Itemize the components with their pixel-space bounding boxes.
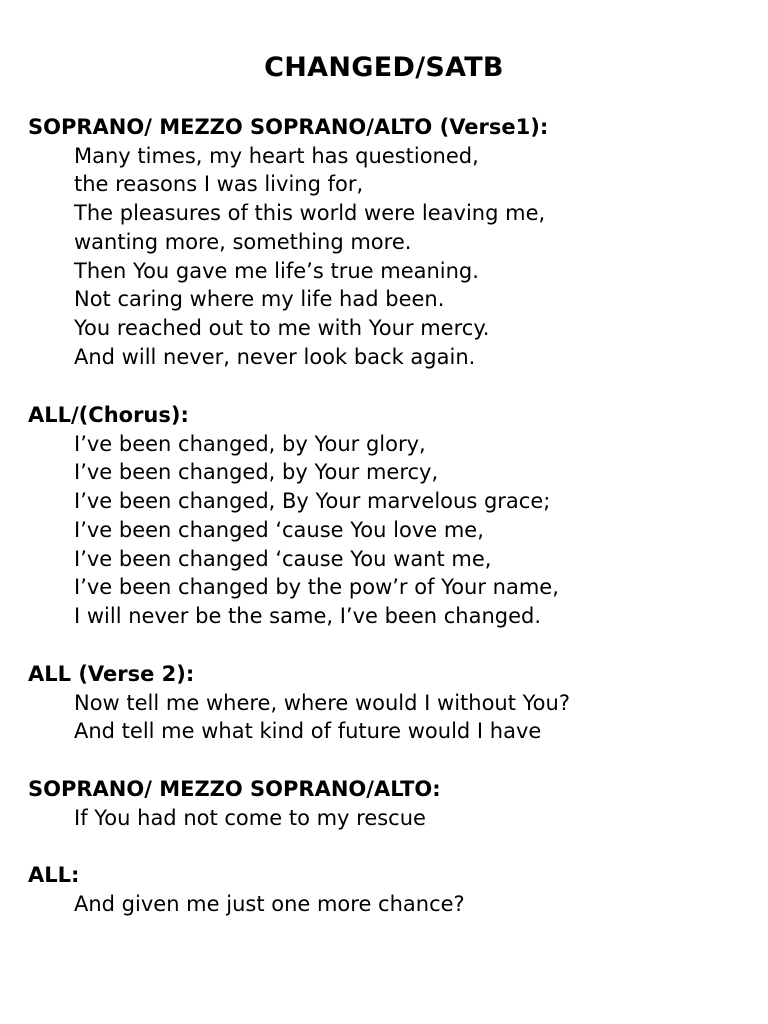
lyric-line: Many times, my heart has questioned, (74, 143, 479, 168)
lyric-line: You reached out to me with Your mercy. (74, 315, 490, 340)
lyric-line: I’ve been changed by the pow’r of Your name, (74, 575, 559, 600)
lyric-line: If You had not come to my rescue (74, 805, 426, 830)
section-soprano-alto (28, 775, 748, 832)
lyric-line: I’ve been changed, by Your glory, (74, 431, 426, 456)
lyric-line: I’ve been changed ‘cause You want me, (74, 546, 492, 571)
section-heading: ALL: (28, 863, 80, 887)
lyric-line: Then You gave me life’s true meaning. (74, 258, 479, 283)
lyric-line: Not caring where my life had been. (74, 287, 445, 312)
lyric-line: I will never be the same, I’ve been changed. (74, 603, 542, 628)
lyric-line: And will never, never look back again. (74, 344, 476, 369)
section-heading: ALL (Verse 2): (28, 662, 195, 686)
section-all (28, 861, 748, 918)
lyric-line: The pleasures of this world were leaving me, (74, 201, 546, 226)
lyric-line: And given me just one more chance? (74, 891, 465, 916)
page-title: CHANGED/SATB (264, 52, 504, 83)
lyric-line: And tell me what kind of future would I have (74, 719, 542, 744)
lyric-line: I’ve been changed, by Your mercy, (74, 460, 439, 485)
lyric-line: the reasons I was living for, (74, 172, 364, 197)
section-chorus (28, 401, 748, 631)
section-verse-2 (28, 660, 748, 746)
section-heading: SOPRANO/ MEZZO SOPRANO/ALTO: (28, 777, 441, 801)
section-verse-1 (28, 113, 748, 371)
section-heading: SOPRANO/ MEZZO SOPRANO/ALTO (Verse1): (28, 115, 549, 139)
lyric-line: Now tell me where, where would I without You? (74, 690, 570, 715)
lyric-line: I’ve been changed, By Your marvelous grace; (74, 489, 551, 514)
lyric-line: I’ve been changed ‘cause You love me, (74, 517, 484, 542)
section-heading: ALL/(Chorus): (28, 403, 189, 427)
lyric-line: wanting more, something more. (74, 229, 412, 254)
